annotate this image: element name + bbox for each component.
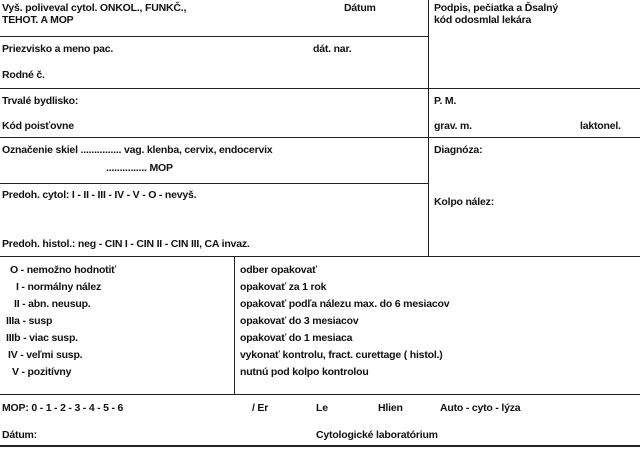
result-code: O - nemožno hodnotiť	[10, 264, 117, 276]
colposcopy-label: Kolpo nález:	[434, 196, 495, 208]
recommendation: odber opakovať	[240, 264, 317, 276]
footer-date-label: Dátum:	[2, 429, 37, 441]
recommendation: opakovať do 3 mesiacov	[240, 315, 359, 327]
patient-name-label: Priezvisko a meno pac.	[2, 43, 114, 55]
divider-line	[0, 183, 428, 184]
divider-line	[0, 137, 640, 138]
result-code: V - pozitívny	[12, 366, 72, 378]
column-divider	[428, 0, 429, 256]
le-label: Le	[316, 402, 328, 414]
recommendation: opakovať podľa nálezu max. do 6 mesiacov	[240, 298, 450, 310]
divider-line	[0, 36, 428, 37]
recommendation: vykonať kontrolu, fract. curettage ( histol.)	[240, 349, 443, 361]
form-title-line2: TEHOT. A MOP	[2, 14, 74, 26]
result-code: IIIb - viac susp.	[6, 332, 78, 344]
previous-histology-label: Predoh. histol.: neg - CIN I - CIN II - CIN III, CA invaz.	[2, 238, 250, 250]
auto-label: Auto - cyto - lýza	[440, 402, 521, 414]
lab-label: Cytologické laboratórium	[316, 429, 438, 441]
date-label: Dátum	[344, 2, 376, 14]
lactation-label: laktonel.	[580, 120, 621, 132]
birth-number-label: Rodné č.	[2, 69, 45, 81]
form-title-line1: Vyš. poliveval cytol. ONKOL., FUNKČ.,	[2, 2, 187, 14]
birth-date-label: dát. nar.	[313, 43, 352, 55]
hlien-label: Hlien	[378, 402, 403, 414]
divider-line	[0, 88, 640, 89]
recommendation: opakovať za 1 rok	[240, 281, 327, 293]
recommendation: nutnú pod kolpo kontrolou	[240, 366, 369, 378]
grav-label: grav. m.	[434, 120, 472, 132]
er-label: / Er	[252, 402, 269, 414]
pm-label: P. M.	[434, 95, 457, 107]
recommendation: opakovať do 1 mesiaca	[240, 332, 353, 344]
result-code: IIIa - susp	[6, 315, 53, 327]
divider-line	[0, 445, 640, 447]
slide-marking-line2: ............... MOP	[106, 162, 173, 174]
residence-label: Trvalé bydlisko:	[2, 95, 79, 107]
previous-cytology-label: Predoh. cytol: I - II - III - IV - V - O - nevyš.	[2, 189, 197, 201]
slide-marking-line1: Označenie skiel ............... vag. klenba, cervix, endocervix	[2, 144, 273, 156]
divider-line	[0, 394, 640, 395]
diagnosis-label: Diagnóza:	[434, 144, 483, 156]
mop-scale: MOP: 0 - 1 - 2 - 3 - 4 - 5 - 6	[2, 402, 124, 414]
result-code: IV - veľmi susp.	[8, 349, 83, 361]
result-code: I - normálny nález	[16, 281, 102, 293]
result-code: II - abn. neusup.	[14, 298, 91, 310]
insurer-label: Kód poisťovne	[2, 120, 74, 132]
column-divider	[234, 256, 235, 394]
divider-line	[0, 256, 640, 257]
signature-label-line2: kód odosmlal lekára	[434, 14, 532, 26]
signature-label-line1: Podpis, pečiatka a Ďsalný	[434, 2, 558, 14]
